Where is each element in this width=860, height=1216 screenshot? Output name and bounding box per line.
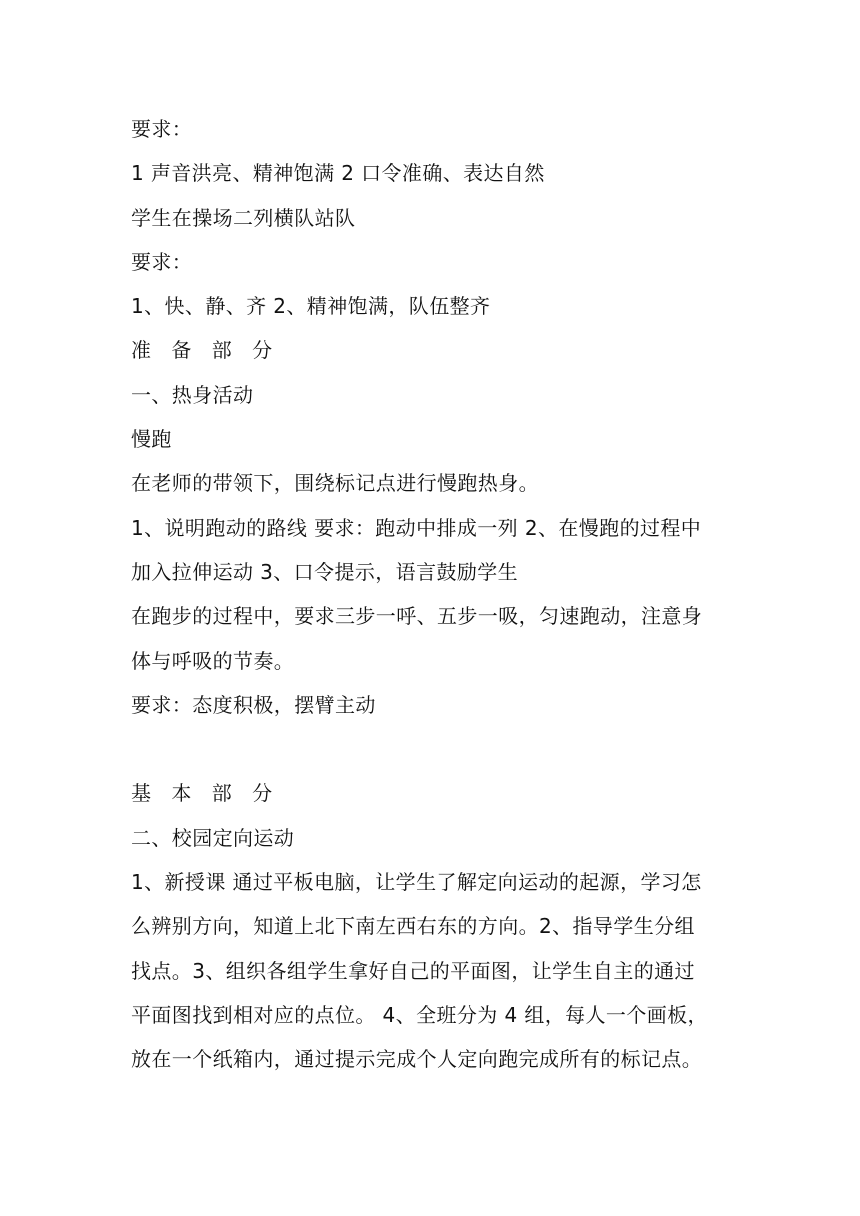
section-heading-basic: 基 本 部 分	[131, 781, 280, 806]
jog-description: 在老师的带领下，围绕标记点进行慢跑热身。	[131, 471, 539, 496]
blank-line	[131, 727, 731, 771]
orienteering-line-3: 找点。3、组织各组学生拿好自己的平面图，让学生自主的通过	[131, 958, 695, 983]
route-paragraph	[131, 506, 731, 595]
document-page	[131, 107, 731, 1082]
requirements-label-2: 要求：	[131, 249, 193, 274]
orienteering-line-1: 1、新授课 通过平板电脑，让学生了解定向运动的起源，学习怎	[131, 870, 702, 895]
orienteering-paragraph	[131, 860, 731, 1081]
route-line-1: 1、说明跑动的路线 要求：跑动中排成一列 2、在慢跑的过程中	[131, 515, 702, 540]
lineup-instruction: 学生在操场二列横队站队	[131, 205, 356, 230]
breathing-paragraph	[131, 594, 731, 683]
breathing-line-2: 体与呼吸的节奏。	[131, 648, 295, 673]
orienteering-line-5: 放在一个纸箱内，通过提示完成个人定向跑完成所有的标记点。	[131, 1047, 703, 1072]
requirements-attitude: 要求：态度积极，摆臂主动	[131, 692, 376, 717]
breathing-line-1: 在跑步的过程中，要求三步一呼、五步一吸，匀速跑动，注意身	[131, 604, 703, 629]
activity-jog: 慢跑	[131, 427, 172, 452]
requirements-items-1: 1 声音洪亮、精神饱满 2 口令准确、表达自然	[131, 161, 545, 186]
section-heading-preparation: 准 备 部 分	[131, 338, 280, 363]
route-line-2: 加入拉伸运动 3、口令提示，语言鼓励学生	[131, 559, 519, 584]
requirements-label-1: 要求：	[131, 117, 193, 141]
subsection-heading-warmup: 一、热身活动	[131, 382, 254, 407]
orienteering-line-2: 么辨别方向，知道上北下南左西右东的方向。2、指导学生分组	[131, 914, 695, 939]
requirements-items-2: 1、快、静、齐 2、精神饱满，队伍整齐	[131, 294, 491, 319]
orienteering-line-4: 平面图找到相对应的点位。 4、全班分为 4 组，每人一个画板，	[131, 1002, 708, 1027]
subsection-heading-orienteering: 二、校园定向运动	[131, 825, 295, 850]
